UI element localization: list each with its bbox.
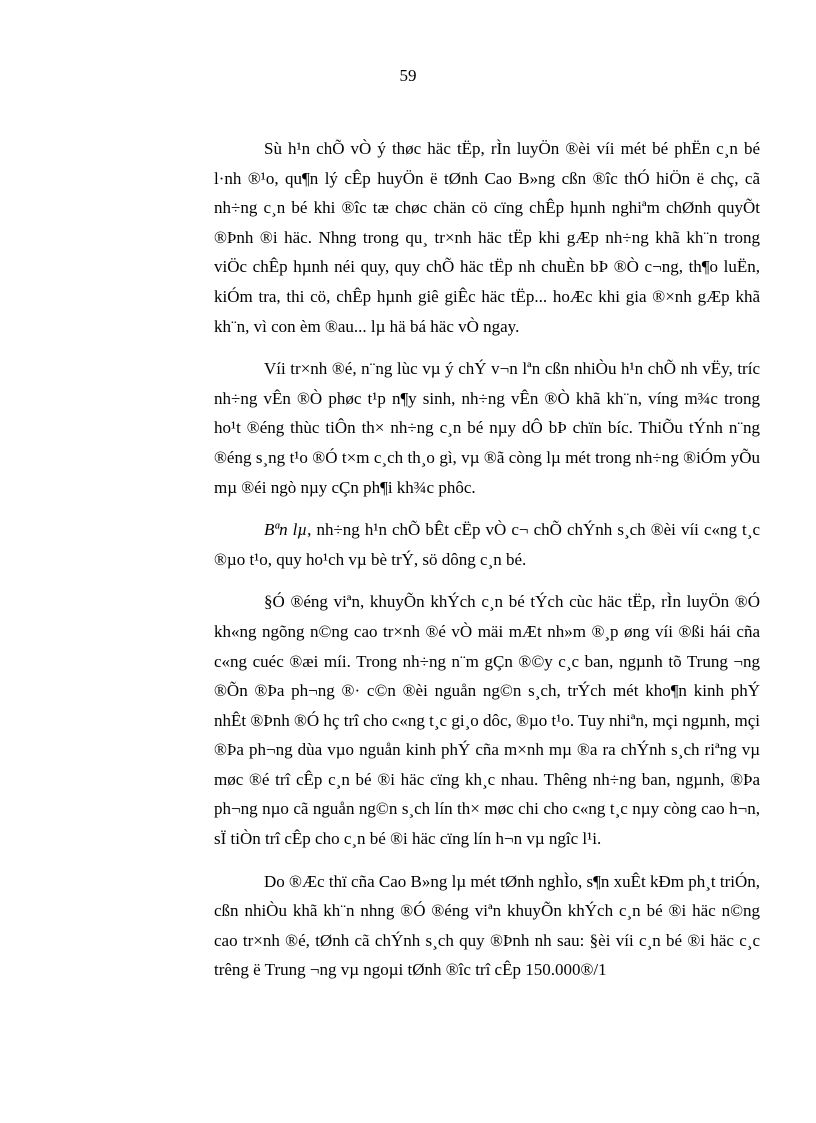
paragraph-2: Víi tr×nh ®é, n¨ng lùc vµ ý chÝ v¬n lªn cßn nhiÒu h¹n chÕ nh vËy, tríc nh÷ng vÊn ®Ò phøc t¹p n¶y sinh, nh÷ng vÊn ®Ò khã kh¨n, víng m¾c trong ho¹t ®éng thùc tiÔn th× nh÷ng c¸n bé nµy dÔ bÞ chïn bíc. ThiÕu tÝnh n¨ng ®éng s¸ng t¹o ®Ó t×m c¸ch th¸o gì, vµ ®ã còng lµ mét trong nh÷ng ®iÓm yÕu mµ ®éi ngò nµy cÇn ph¶i kh¾c phôc. (214, 359, 760, 497)
paragraph-3-text: , nh÷ng h¹n chÕ bÊt cËp vÒ c¬ chÕ chÝnh s¸ch ®èi víi c«ng t¸c ®µo t¹o, quy ho¹ch vµ bè trÝ, sö dông c¸n bé. (214, 520, 760, 569)
paragraph-3 (214, 515, 760, 574)
page-number: 59 (399, 66, 417, 85)
paragraph-1: Sù h¹n chÕ vÒ ý thøc häc tËp, rÌn luyÖn ®èi víi mét bé phËn c¸n bé l·nh ®¹o, qu¶n lý cÊp huyÖn ë tØnh Cao B»ng cßn ®îc thÓ hiÖn ë chç, cã nh÷ng c¸n bé khi ®îc tæ chøc chän cö cïng chÊp hµnh nghiªm chØnh quyÕt ®Þnh ®i häc. Nhng trong qu¸ tr×nh häc tËp khi gÆp nh÷ng khã kh¨n trong viÖc chÊp hµnh néi quy, quy chÕ häc tËp nh chuÈn bÞ ®Ò c¬ng, th¶o luËn, kiÓm tra, thi cö, chÊp hµnh giê giÊc häc tËp... hoÆc khi gia ®×nh gÆp khã kh¨n, vì con èm ®au... lµ hä bá häc vÒ ngay. (214, 139, 760, 336)
body-text (214, 134, 760, 998)
paragraph-5: Do ®Æc thï cña Cao B»ng lµ mét tØnh nghÌo, s¶n xuÊt kÐm ph¸t triÓn, cßn nhiÒu khã kh¨n nhng ®Ó ®éng viªn khuyÕn khÝch c¸n bé ®i häc n©ng cao tr×nh ®é, tØnh cã chÝnh s¸ch quy ®Þnh nh sau: §èi víi c¸n bé ®i häc c¸c trêng ë Trung ¬ng vµ ngoµi tØnh ®îc trî cÊp 150.000®/1 (214, 871, 760, 980)
paragraph-3-italic-lead: Bªn lµ (264, 520, 308, 540)
paragraph-4: §Ó ®éng viªn, khuyÕn khÝch c¸n bé tÝch cùc häc tËp, rÌn luyÖn ®Ó kh«ng ngõng n©ng cao tr×nh ®é vÒ mäi mÆt nh»m ®¸p øng víi ®ßi hái cña c«ng cuéc ®æi míi. Trong nh÷ng n¨m gÇn ®©y c¸c ban, ngµnh tõ Trung ¬ng ®Õn ®Þa ph¬ng ®· c©n ®èi nguån ng©n s¸ch, trÝch mét kho¶n kinh phÝ nhÊt ®Þnh ®Ó hç trî cho c«ng t¸c gi¸o dôc, ®µo t¹o. Tuy nhiªn, mçi ngµnh, mçi ®Þa ph¬ng dùa vµo nguån kinh phÝ cña m×nh mµ ®a ra chÝnh s¸ch riªng vµ møc ®é trî cÊp c¸n bé ®i häc cïng kh¸c nhau. Thêng nh÷ng ban, ngµnh, ®Þa ph¬ng nµo cã nguån ng©n s¸ch lín th× møc chi cho c«ng t¸c nµy còng cao h¬n, sÏ tiÒn trî cÊp cho c¸n bé ®i häc cïng lín h¬n vµ ngîc l¹i. (214, 592, 760, 849)
